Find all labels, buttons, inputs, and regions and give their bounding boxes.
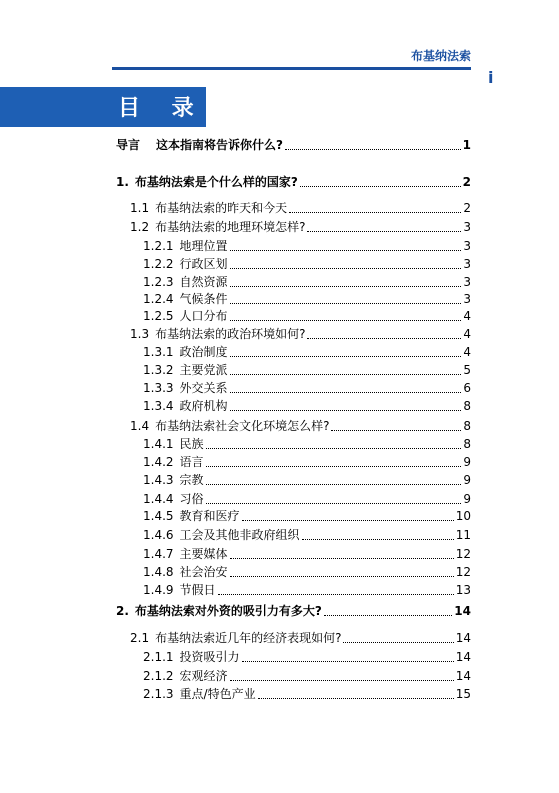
toc-entry-label	[116, 604, 322, 618]
toc-entry-title: 宏观经济	[179, 669, 228, 683]
dot-leader	[230, 343, 462, 357]
page-number: i	[488, 68, 494, 87]
toc-entry-number: 1.4.6	[143, 528, 174, 542]
dot-leader	[206, 435, 462, 449]
toc-entry[interactable]	[143, 453, 471, 469]
toc-entry-number: 1.2.5	[143, 309, 174, 323]
toc-entry-label	[143, 239, 228, 253]
toc-entry-number: 1.3.4	[143, 399, 174, 413]
toc-entry-title: 气候条件	[179, 292, 228, 306]
toc-entry[interactable]	[143, 648, 471, 664]
toc-entry-label	[143, 455, 204, 469]
toc-entry-title: 布基纳法索近几年的经济表现如何?	[155, 631, 342, 645]
toc-entry-number: 2.1.2	[143, 669, 174, 683]
toc-entry-number: 1.4.7	[143, 547, 174, 561]
toc-entry-label	[143, 399, 228, 413]
toc-entry-page: 14	[455, 650, 471, 664]
toc-entry-number: 1.4.4	[143, 492, 174, 506]
toc-entry[interactable]	[143, 255, 471, 271]
toc-entry-title: 布基纳法索的地理环境怎样?	[155, 220, 306, 234]
toc-entry[interactable]	[143, 273, 471, 289]
toc-entry-page: 15	[455, 687, 471, 701]
toc-entry[interactable]	[143, 471, 471, 487]
toc-entry-label	[130, 631, 341, 645]
toc-entry[interactable]	[143, 667, 471, 683]
toc-entry-label	[130, 220, 305, 234]
toc-entry-number: 1.2	[130, 220, 150, 234]
toc-entry-title: 地理位置	[179, 239, 228, 253]
toc-entry-number: 1.2.3	[143, 275, 174, 289]
toc-entry-label	[143, 275, 228, 289]
toc-entry-title: 节假日	[179, 583, 216, 597]
toc-entry-page: 12	[455, 547, 471, 561]
toc-entry-number: 1.3.1	[143, 345, 174, 359]
dot-leader	[343, 629, 453, 643]
toc-entry-number: 1.3.3	[143, 381, 174, 395]
toc-entry-page: 3	[463, 239, 471, 253]
toc-entry-page: 14	[455, 669, 471, 683]
toc-entry-page: 2	[462, 175, 471, 189]
toc-entry-label	[143, 492, 204, 506]
toc-entry-title: 主要媒体	[179, 547, 228, 561]
toc-entry-label	[130, 327, 305, 341]
toc-entry-page: 9	[463, 473, 471, 487]
toc-entry[interactable]	[143, 545, 471, 561]
toc-entry-label	[143, 381, 228, 395]
toc-entry[interactable]	[143, 507, 471, 523]
toc-entry-page: 12	[455, 565, 471, 579]
toc-entry-label	[143, 650, 240, 664]
dot-leader	[307, 218, 461, 232]
toc-entry-title: 自然资源	[179, 275, 228, 289]
toc-entry-title: 布基纳法索是个什么样的国家?	[134, 175, 298, 189]
toc-entry-label	[143, 437, 204, 451]
toc-entry-page: 8	[463, 419, 471, 433]
toc-entry-title: 布基纳法索的昨天和今天	[155, 201, 288, 215]
toc-entry[interactable]	[143, 361, 471, 377]
toc-entry[interactable]	[130, 325, 471, 341]
toc-entry-number: 2.	[116, 604, 129, 618]
toc-entry-page: 14	[454, 604, 471, 618]
toc-entry-number: 1.4.3	[143, 473, 174, 487]
toc-entry[interactable]	[143, 526, 471, 542]
toc-entry-page: 4	[463, 345, 471, 359]
toc-entry-title: 布基纳法索社会文化环境怎么样?	[155, 419, 330, 433]
running-header-title: 布基纳法索	[410, 49, 471, 63]
toc-entry-page: 11	[455, 528, 471, 542]
toc-entry-number: 1.4.1	[143, 437, 174, 451]
toc-entry-title: 习俗	[179, 492, 204, 506]
toc-entry[interactable]	[143, 379, 471, 395]
toc-entry-label	[143, 687, 256, 701]
toc-entry-title: 主要党派	[179, 363, 228, 377]
toc-entry-page: 3	[463, 257, 471, 271]
toc-entry-label	[116, 138, 283, 152]
toc-entry-title: 布基纳法索的政治环境如何?	[155, 327, 306, 341]
toc-entry-label	[130, 419, 329, 433]
toc-entry-title: 宗教	[179, 473, 204, 487]
toc-entry-page: 8	[463, 437, 471, 451]
toc-entry-label	[143, 509, 240, 523]
dot-leader	[230, 379, 462, 393]
toc-entry-label	[143, 473, 204, 487]
toc-entry-label	[143, 309, 228, 323]
toc-entry-number: 1.2.1	[143, 239, 174, 253]
toc-entry-title: 布基纳法索对外资的吸引力有多大?	[134, 604, 322, 618]
toc-entry-number: 1.3	[130, 327, 150, 341]
toc-entry-title: 人口分布	[179, 309, 228, 323]
toc-entry[interactable]	[143, 343, 471, 359]
dot-leader	[230, 290, 462, 304]
toc-entry-page: 3	[463, 275, 471, 289]
toc-entry-number: 1.4.5	[143, 509, 174, 523]
dot-leader	[302, 526, 454, 540]
toc-entry-label	[143, 583, 216, 597]
toc-entry-title: 重点/特色产业	[179, 687, 256, 701]
toc-entry-title: 这本指南将告诉你什么?	[156, 138, 283, 152]
toc-entry[interactable]	[143, 307, 471, 323]
toc-entry-number: 1.4	[130, 419, 150, 433]
toc-entry-page: 4	[463, 327, 471, 341]
toc-entry[interactable]	[143, 581, 471, 597]
toc-entry-page: 9	[463, 492, 471, 506]
toc-entry-label	[116, 175, 298, 189]
toc-entry[interactable]	[130, 417, 471, 433]
toc-entry[interactable]	[143, 685, 471, 701]
toc-entry[interactable]	[116, 136, 471, 152]
toc-entry-label	[130, 201, 287, 215]
toc-entry[interactable]	[143, 563, 471, 579]
toc-entry-page: 14	[455, 631, 471, 645]
toc-entry-page: 13	[455, 583, 471, 597]
toc-entry-number: 2.1.1	[143, 650, 174, 664]
toc-entry-page: 3	[463, 292, 471, 306]
dot-leader	[230, 545, 454, 559]
dot-leader	[242, 507, 454, 521]
toc-entry-page: 9	[463, 455, 471, 469]
toc-heading: 目 录	[118, 96, 206, 121]
toc-entry-number: 1.4.2	[143, 455, 174, 469]
dot-leader	[230, 255, 462, 269]
toc-entry[interactable]	[130, 629, 471, 645]
toc-entry-label	[143, 528, 300, 542]
toc-entry-label	[143, 345, 228, 359]
toc-entry-number: 1.2.4	[143, 292, 174, 306]
toc-entry-page: 2	[463, 201, 471, 215]
toc-entry-number: 1.	[116, 175, 129, 189]
toc-entry-title: 政治制度	[179, 345, 228, 359]
dot-leader	[206, 453, 462, 467]
dot-leader	[324, 602, 452, 616]
toc-entry-number: 1.2.2	[143, 257, 174, 271]
dot-leader	[230, 667, 454, 681]
toc-entry-page: 5	[463, 363, 471, 377]
dot-leader	[230, 237, 462, 251]
toc-entry-title: 投资吸引力	[179, 650, 240, 664]
dot-leader	[331, 417, 461, 431]
toc-entry-title: 民族	[179, 437, 204, 451]
toc-entry-page: 1	[462, 138, 471, 152]
toc-entry[interactable]	[130, 199, 471, 215]
toc-entry[interactable]	[116, 602, 471, 618]
toc-entry-page: 8	[463, 399, 471, 413]
dot-leader	[242, 648, 454, 662]
toc-entry-label	[143, 292, 228, 306]
toc-entry-number: 1.4.8	[143, 565, 174, 579]
toc-entry-label	[143, 547, 228, 561]
toc-entry[interactable]	[143, 237, 471, 253]
dot-leader	[230, 361, 462, 375]
dot-leader	[307, 325, 461, 339]
toc-entry-number: 1.1	[130, 201, 150, 215]
toc-entry[interactable]	[143, 290, 471, 306]
toc-entry-page: 3	[463, 220, 471, 234]
dot-leader	[230, 307, 462, 321]
toc-entry[interactable]	[143, 490, 471, 506]
toc-entry-title: 社会治安	[179, 565, 228, 579]
dot-leader	[258, 685, 454, 699]
toc-entry[interactable]	[143, 397, 471, 413]
toc-entry-label	[143, 565, 228, 579]
dot-leader	[289, 199, 461, 213]
toc-entry-page: 4	[463, 309, 471, 323]
dot-leader	[300, 173, 461, 187]
dot-leader	[230, 397, 462, 411]
toc-entry-page: 6	[463, 381, 471, 395]
dot-leader	[230, 563, 454, 577]
toc-entry[interactable]	[116, 173, 471, 189]
toc-entry[interactable]	[130, 218, 471, 234]
dot-leader	[206, 490, 462, 504]
toc-entry-title: 外交关系	[179, 381, 228, 395]
toc-entry-number: 1.4.9	[143, 583, 174, 597]
toc-entry-title: 语言	[179, 455, 204, 469]
dot-leader	[206, 471, 462, 485]
toc-entry-number: 2.1	[130, 631, 150, 645]
dot-leader	[218, 581, 454, 595]
toc-entry-title: 行政区划	[179, 257, 228, 271]
toc-entry-number: 2.1.3	[143, 687, 174, 701]
toc-entry-label	[143, 257, 228, 271]
toc-entry-label	[143, 669, 228, 683]
toc-entry-page: 10	[455, 509, 471, 523]
toc-entry-title: 政府机构	[179, 399, 228, 413]
dot-leader	[230, 273, 462, 287]
toc-entry-label	[143, 363, 228, 377]
toc-entry-number: 1.3.2	[143, 363, 174, 377]
toc-entry[interactable]	[143, 435, 471, 451]
dot-leader	[285, 136, 461, 150]
toc-entry-number: 导言	[116, 138, 141, 152]
toc-entry-title: 工会及其他非政府组织	[179, 528, 300, 542]
toc-entry-title: 教育和医疗	[179, 509, 240, 523]
